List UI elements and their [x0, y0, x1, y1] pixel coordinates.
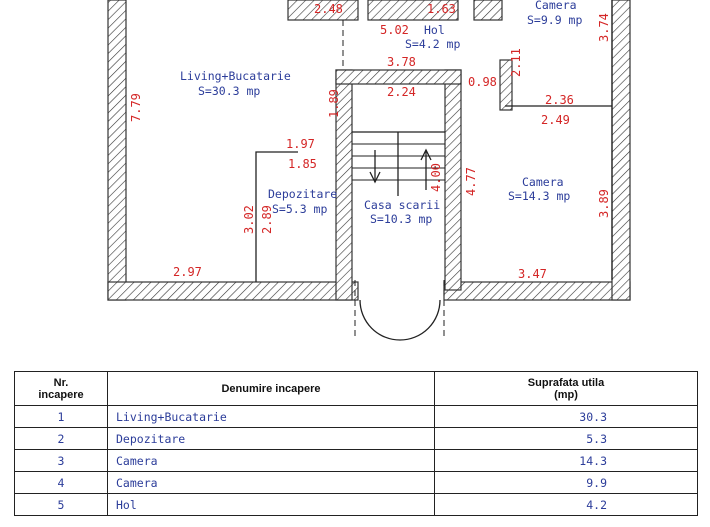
dim-label: 4.00 [429, 163, 443, 192]
dim-label: 1.97 [286, 137, 315, 151]
dim-label: 2.97 [173, 265, 202, 279]
cell-nr: 5 [15, 494, 108, 516]
cell-area: 9.9 [435, 472, 698, 494]
dim-label: 3.47 [518, 267, 547, 281]
cell-name: Camera [108, 472, 435, 494]
room-table [14, 371, 698, 516]
header-nr: Nr. incapere [15, 372, 108, 406]
dim-label: 3.78 [387, 55, 416, 69]
cell-nr: 4 [15, 472, 108, 494]
table-row [15, 428, 698, 450]
dim-label: 2.49 [541, 113, 570, 127]
dim-label: 2.11 [509, 48, 523, 77]
cell-nr: 3 [15, 450, 108, 472]
cell-area: 5.3 [435, 428, 698, 450]
room-living-name: Living+Bucatarie [180, 69, 291, 83]
dim-label: 3.74 [597, 13, 611, 42]
dim-label: 2.48 [314, 2, 343, 16]
cell-area: 14.3 [435, 450, 698, 472]
table-row [15, 406, 698, 428]
cell-name: Hol [108, 494, 435, 516]
dim-label: 1.63 [427, 2, 456, 16]
table-row [15, 450, 698, 472]
outer-wall-right [612, 0, 630, 300]
dim-label: 2.24 [387, 85, 416, 99]
wall-top-3 [474, 0, 502, 20]
room-depozitare-name: Depozitare [268, 187, 338, 201]
room-stair-name: Casa scarii [364, 198, 441, 212]
outer-wall-left [108, 0, 126, 300]
room-camera2-area: S=9.9 mp [527, 13, 583, 27]
room-living-area: S=30.3 mp [198, 84, 261, 98]
table-row [15, 494, 698, 516]
stair-wall-top [336, 70, 461, 84]
table-row [15, 472, 698, 494]
dim-label: 2.36 [545, 93, 574, 107]
table-header-row [15, 372, 698, 406]
dim-label: 7.79 [129, 93, 143, 122]
cell-name: Depozitare [108, 428, 435, 450]
dim-label: 1.85 [288, 157, 317, 171]
room-hol-name: Hol [424, 23, 445, 37]
entry-door [360, 300, 440, 340]
room-camera2-name: Camera [535, 0, 577, 12]
dim-label: 4.77 [464, 167, 478, 196]
cell-nr: 1 [15, 406, 108, 428]
cell-nr: 2 [15, 428, 108, 450]
room-camera1-area: S=14.3 mp [508, 189, 571, 203]
dim-label: 5.02 [380, 23, 409, 37]
room-hol-area: S=4.2 mp [405, 37, 461, 51]
room-stair-area: S=10.3 mp [370, 212, 433, 226]
dim-label: 0.98 [468, 75, 497, 89]
cell-area: 30.3 [435, 406, 698, 428]
room-depozitare-area: S=5.3 mp [272, 202, 328, 216]
dim-label: 1.89 [327, 89, 341, 118]
header-name: Denumire incapere [108, 372, 435, 406]
cell-area: 4.2 [435, 494, 698, 516]
room-camera1-name: Camera [522, 175, 564, 189]
cell-name: Living+Bucatarie [108, 406, 435, 428]
dim-label: 3.89 [597, 189, 611, 218]
header-area: Suprafata utila (mp) [435, 372, 698, 406]
stair-wall-right [445, 70, 461, 290]
outer-wall-bottom-right [444, 282, 630, 300]
cell-name: Camera [108, 450, 435, 472]
dim-label: 3.02 [242, 205, 256, 234]
dim-label: 2.89 [260, 205, 274, 234]
outer-wall-bottom-left [108, 282, 358, 300]
